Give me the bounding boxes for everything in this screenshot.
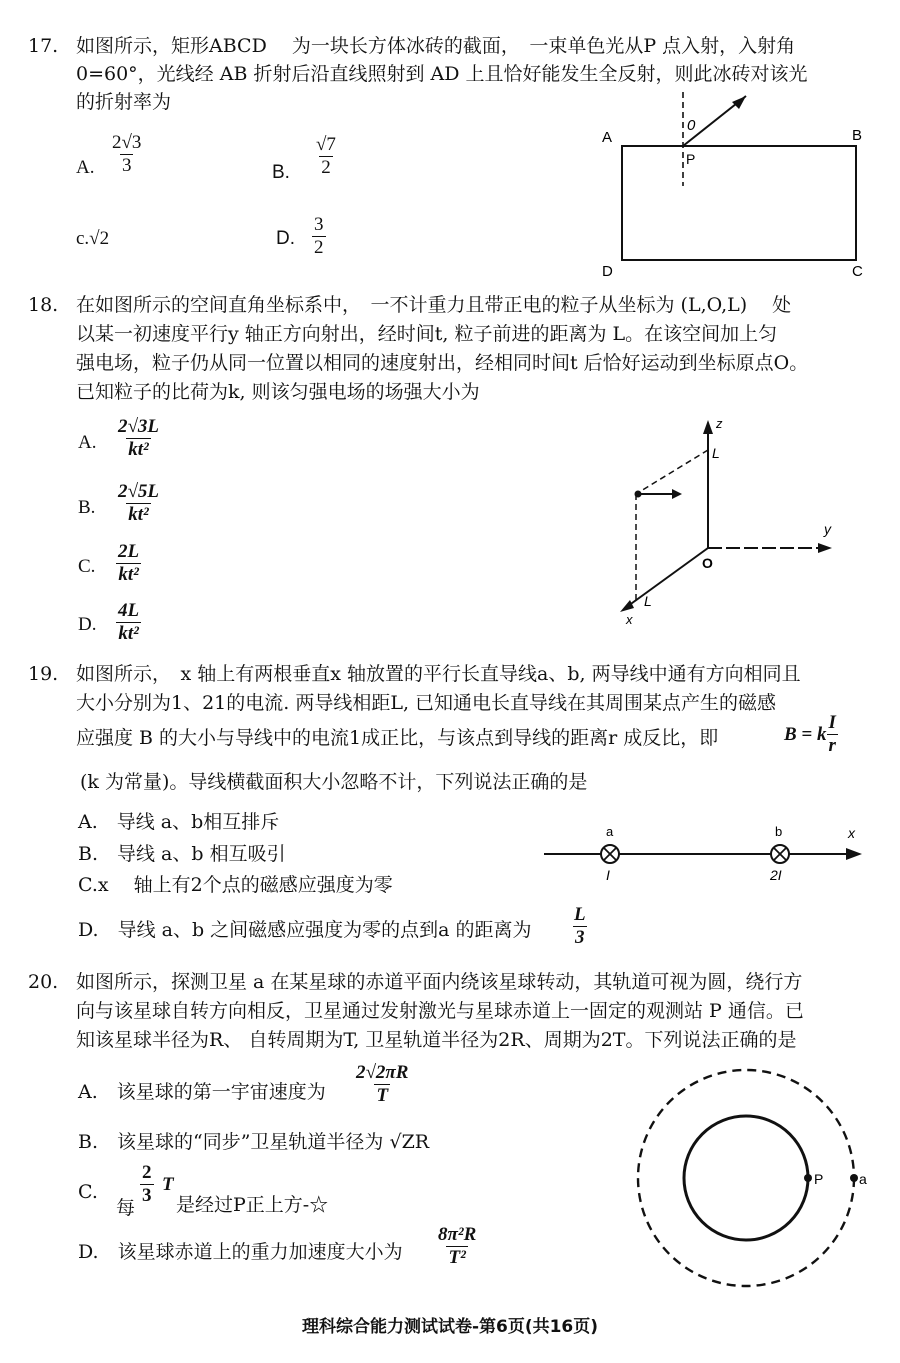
x-axis-label: x: [626, 612, 633, 627]
q20-option-c-prefix: 每: [116, 1197, 136, 1219]
q17-option-a-label: A.: [76, 157, 95, 178]
q19-wire-diagram: [540, 820, 870, 888]
q18-option-a-label: A.: [78, 432, 97, 453]
q17-option-d-fraction: [312, 214, 326, 259]
q19-option-a: A. 导线 a、b相互排斥: [78, 811, 280, 833]
q19-option-c: C.x 轴上有2个点的磁感应强度为零: [78, 874, 393, 896]
q20-option-d-denominator: T²: [448, 1247, 466, 1268]
ice-brick-rectangle: [622, 146, 856, 260]
q18-number: 18.: [28, 294, 59, 316]
q18-option-b-denominator: kt²: [128, 504, 149, 525]
q18-option-d-label: D.: [78, 614, 97, 635]
incident-ray-arrowhead: [732, 96, 746, 109]
q20-orbit-diagram: [630, 1060, 870, 1300]
q18-option-c-numerator: 2L: [118, 541, 140, 562]
q18-line2: 以某一初速度平行y 轴正方向射出，经时间t, 粒子前进的距离为 L。在该空间加上匀: [76, 323, 778, 345]
q18-option-d-denominator: kt²: [118, 623, 139, 644]
z-axis-arrowhead: [703, 420, 713, 434]
q20-option-a-numerator: 2√2πR: [356, 1062, 409, 1083]
q18-option-b-label: B.: [78, 497, 96, 518]
q18-option-c-fraction: [116, 541, 141, 586]
y-axis-label: y: [824, 521, 831, 537]
wire-a-label: a: [606, 824, 614, 839]
z-length-label: L: [712, 445, 720, 461]
q19-number: 19.: [28, 663, 59, 685]
x-axis-arrowhead: [846, 848, 862, 860]
wire-b-label: b: [775, 824, 783, 839]
q17-line1: 如图所示，矩形ABCD 为一块长方体冰砖的截面， 一束单色光从P 点入射，入射角: [76, 35, 796, 57]
label-a: A: [602, 129, 613, 146]
q17-number: 17.: [28, 35, 59, 57]
z-axis-label: z: [716, 416, 723, 431]
x-axis-arrowhead: [620, 600, 634, 612]
q20-number: 20.: [28, 971, 59, 993]
q17-option-b-label: B.: [272, 162, 290, 183]
q17-option-a-fraction: [110, 132, 143, 177]
q19-line3: 应强度 B 的大小与导线中的电流1成正比，与该点到导线的距离r 成反比，即: [76, 727, 719, 749]
q19-line4: (k 为常量)。导线横截面积大小忽略不计，下列说法正确的是: [80, 771, 588, 793]
q18-option-b-fraction: [116, 481, 161, 526]
q17-option-c: c.√2: [76, 228, 110, 249]
q18-option-d-fraction: [116, 600, 141, 645]
q20-option-a-denominator: T: [376, 1085, 389, 1106]
satellite-a-dot: [850, 1174, 858, 1182]
q20-line3: 知该星球半径为R、 自转周期为T, 卫星轨道半径为2R、周期为2T。下列说法正确的是: [76, 1029, 797, 1051]
q17-rectangle-diagram: [590, 88, 880, 280]
wire-b-current-label: 2I: [770, 867, 782, 883]
q17-option-a-denominator: 3: [121, 155, 132, 176]
velocity-arrowhead: [672, 489, 682, 499]
q18-coordinate-diagram: [600, 408, 850, 630]
y-axis-arrowhead: [818, 543, 832, 553]
q17-option-b-denominator: 2: [321, 157, 331, 178]
q18-option-d-numerator: 4L: [118, 600, 140, 621]
satellite-a-label: a: [859, 1171, 867, 1187]
q19-formula-denominator: r: [828, 735, 836, 756]
q18-option-c-label: C.: [78, 556, 96, 577]
q18-line3: 强电场，粒子仍从同一位置以相同的速度射出，经相同时间t 后恰好运动到坐标原点O。: [76, 352, 809, 374]
label-b: B: [852, 127, 863, 144]
x-axis: [628, 548, 708, 606]
q19-formula-fraction: [827, 712, 838, 757]
q17-line3: 的折射率为: [76, 91, 172, 113]
page-footer: 理科综合能力测试试卷-第6页(共16页): [301, 1317, 599, 1337]
q20-option-c-suffix: 是经过P正上方-☆: [176, 1194, 329, 1216]
station-p-dot: [804, 1174, 812, 1182]
q18-option-a-denominator: kt²: [128, 439, 149, 460]
q17-line2: 0=60°，光线经 AB 折射后沿直线照射到 AD 上且恰好能发生全反射，则此冰砖对该光: [76, 63, 808, 85]
q17-option-d-denominator: 2: [314, 237, 324, 258]
q18-option-b-numerator: 2√5L: [118, 481, 160, 502]
q20-option-c-fraction: [140, 1162, 154, 1207]
q17-option-a-numerator: 2√3: [112, 132, 142, 153]
x-axis-label: x: [848, 825, 855, 841]
q19-formula: [784, 712, 838, 757]
origin-label: O: [702, 555, 713, 571]
q17-option-b-numerator: √7: [316, 134, 336, 155]
q17-option-b-fraction: [314, 134, 338, 179]
q19-formula-numerator: I: [828, 712, 836, 733]
q18-option-a-numerator: 2√3L: [118, 416, 160, 437]
q18-line1: 在如图所示的空间直角坐标系中， 一不计重力且带正电的粒子从坐标为 (L,O,L) 处: [76, 294, 792, 316]
label-p: P: [686, 151, 696, 167]
q17-option-d-label: D.: [276, 228, 295, 249]
q19-option-d: D. 导线 a、b 之间磁感应强度为零的点到a 的距离为: [78, 919, 532, 941]
label-c: C: [852, 263, 863, 280]
label-theta: 0: [687, 117, 696, 134]
dashed-top-line: [636, 450, 708, 494]
q20-option-d: D. 该星球赤道上的重力加速度大小为: [78, 1241, 403, 1263]
q19-line2: 大小分别为1、21的电流. 两导线相距L, 已知通电长直导线在其周围某点产生的磁感: [76, 692, 777, 714]
q19-option-d-numerator: L: [574, 904, 586, 925]
q20-option-c-numerator: 2: [142, 1162, 152, 1183]
q20-line1: 如图所示，探测卫星 a 在某星球的赤道平面内绕该星球转动，其轨道可视为圆，绕行方: [76, 971, 803, 993]
planet-circle: [684, 1116, 808, 1240]
q20-line2: 向与该星球自转方向相反，卫星通过发射激光与星球赤道上一固定的观测站 P 通信。已: [76, 1000, 804, 1022]
q18-option-c-denominator: kt²: [118, 564, 139, 585]
q20-option-c-label: C.: [78, 1181, 98, 1203]
x-length-label: L: [644, 593, 652, 609]
q20-option-a-fraction: [354, 1062, 410, 1107]
q18-option-a-fraction: [116, 416, 161, 461]
q20-option-c-period: T: [162, 1174, 174, 1195]
q17-option-d-numerator: 3: [314, 214, 324, 235]
q20-option-d-numerator: 8π²R: [438, 1224, 477, 1245]
q20-option-b: B. 该星球的“同步”卫星轨道半径为 √ZR: [78, 1131, 430, 1153]
q19-option-b: B. 导线 a、b 相互吸引: [78, 843, 286, 865]
wire-a-current-label: I: [606, 867, 610, 883]
q19-option-d-denominator: 3: [575, 927, 585, 948]
q18-line4: 已知粒子的比荷为k, 则该匀强电场的场强大小为: [76, 381, 480, 403]
q20-option-c-denominator: 3: [142, 1185, 152, 1206]
q20-option-d-fraction: [436, 1224, 478, 1269]
q19-formula-left: B = k: [784, 723, 827, 745]
q20-option-a: A. 该星球的第一宇宙速度为: [78, 1081, 326, 1103]
station-p-label: P: [814, 1171, 824, 1187]
q19-option-d-fraction: [572, 904, 588, 949]
q19-line1: 如图所示， x 轴上有两根垂直x 轴放置的平行长直导线a、b, 两导线中通有方向相同且: [76, 663, 801, 685]
label-d: D: [602, 263, 613, 280]
